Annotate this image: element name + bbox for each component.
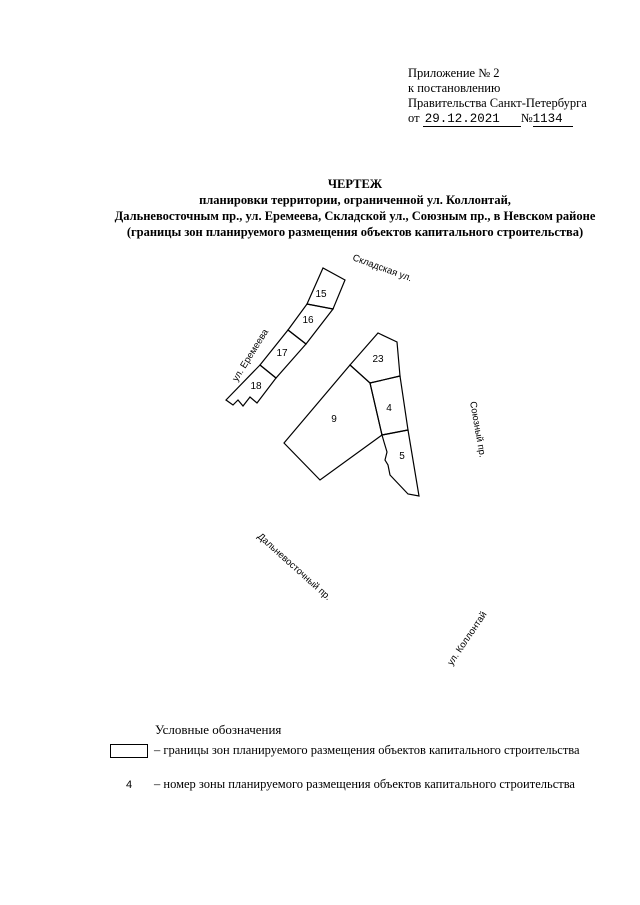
street-label-skladskaya: Складская ул. <box>350 252 414 285</box>
number-field: 1134 <box>533 113 573 127</box>
street-label-eremeeva: ул. Еремеева <box>230 327 272 384</box>
date-field: 29.12.2021 <box>423 113 521 127</box>
zone-number-16: 16 <box>302 315 314 326</box>
number-prefix: № <box>520 111 533 125</box>
zone-boundary-5 <box>382 430 419 496</box>
street-label-kollontai: ул. Коллонтай <box>445 609 490 668</box>
zone-number-23: 23 <box>372 354 384 365</box>
heading-line1: планировки территории, ограниченной ул. Коллонтай, <box>199 193 511 207</box>
legend-number-sample: 4 <box>125 779 133 791</box>
heading-line3: (границы зон планируемого размещения объектов капитального строительства) <box>126 225 584 239</box>
zone-number-15: 15 <box>315 289 327 300</box>
appendix-line1: Приложение № 2 <box>408 66 500 80</box>
street-label-soyuzny: Союзный пр. <box>467 400 488 459</box>
appendix-line2: к постановлению <box>408 81 501 95</box>
appendix-line3: Правительства Санкт-Петербурга <box>408 96 587 110</box>
legend-row-number <box>110 776 630 796</box>
heading-line2: Дальневосточным пр., ул. Еремеева, Складской ул., Союзным пр., в Невском районе <box>114 209 596 223</box>
legend-row-boundary <box>110 742 630 762</box>
zone-number-5: 5 <box>399 451 405 462</box>
zone-number-18: 18 <box>250 381 262 392</box>
zone-number-9: 9 <box>331 414 337 425</box>
zone-number-4: 4 <box>386 403 392 414</box>
street-label-dalnevostochny: Дальневосточный пр. <box>254 531 334 603</box>
legend-title: Условные обозначения <box>155 722 282 737</box>
legend-boundary-swatch <box>110 744 148 758</box>
heading-title: ЧЕРТЕЖ <box>327 177 383 191</box>
legend-boundary-text: – границы зон планируемого размещения объектов капитального строительства <box>154 743 580 757</box>
date-prefix: от <box>408 111 420 125</box>
legend-number-text: – номер зоны планируемого размещения объектов капитального строительства <box>154 777 575 791</box>
zone-number-17: 17 <box>276 348 288 359</box>
